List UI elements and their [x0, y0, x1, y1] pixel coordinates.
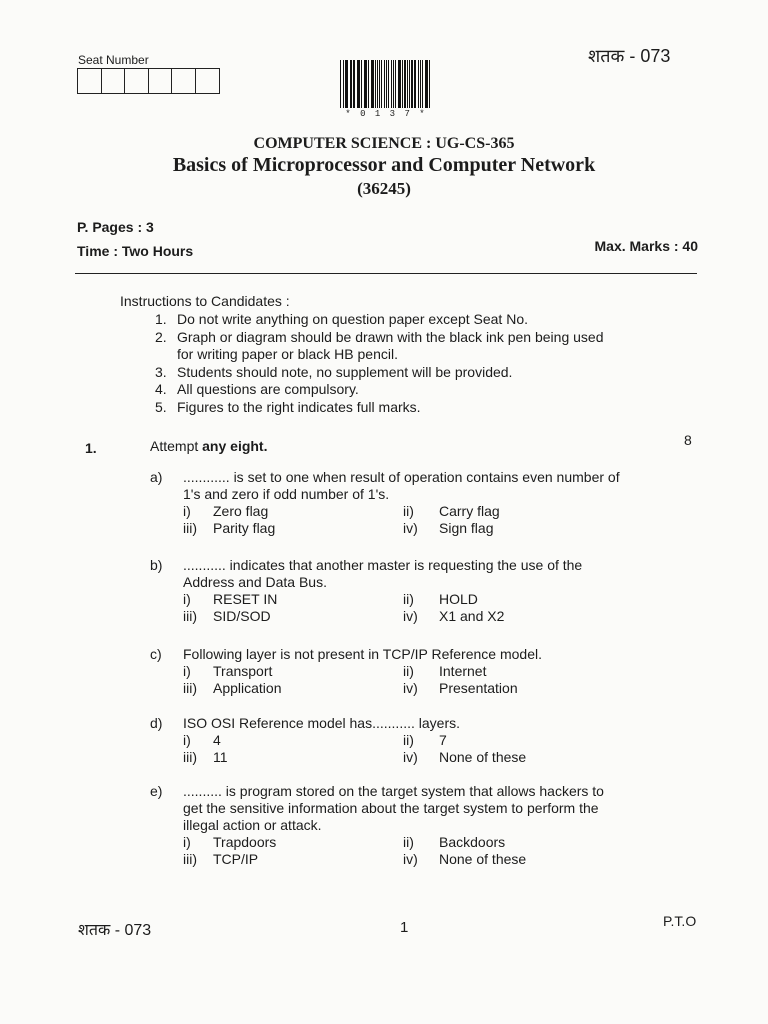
option-marker: iv): [403, 680, 418, 696]
instruction-text: for writing paper or black HB pencil.: [177, 346, 398, 362]
barcode-bar: [381, 60, 382, 108]
max-marks: Max. Marks : 40: [594, 238, 698, 254]
instruction-text: Graph or diagram should be drawn with the black ink pen being used: [177, 328, 604, 345]
instruction-text: Do not write anything on question paper except Seat No.: [177, 311, 528, 327]
barcode-bar: [399, 60, 400, 108]
barcode-bar: [379, 60, 380, 108]
seat-number-boxes: [77, 68, 220, 94]
instruction-item: [155, 311, 603, 329]
barcode-bar: [364, 60, 365, 108]
question-text-bold: any eight.: [202, 438, 268, 454]
option-text: Carry flag: [439, 503, 500, 519]
barcode-bar: [426, 60, 428, 108]
paper-title: Basics of Microprocessor and Computer Network: [172, 154, 596, 176]
barcode-bar: [377, 60, 378, 108]
option-text: Transport: [213, 663, 273, 679]
barcode-bar: [386, 60, 387, 108]
sub-question-label: a): [150, 469, 163, 485]
barcode-bar: [350, 60, 352, 108]
barcode-bar: [415, 60, 416, 108]
option-marker: ii): [403, 663, 414, 679]
option-marker: i): [183, 663, 191, 679]
options-grid: [183, 732, 670, 766]
instruction-item: [155, 364, 603, 382]
barcode-bar: [343, 60, 344, 108]
options-grid: [183, 834, 670, 868]
barcode-bar: [372, 60, 373, 108]
sub-question-stem: ............ is set to one when result of operation contains even number of: [183, 469, 620, 485]
option-marker: i): [183, 834, 191, 850]
instruction-item: [155, 399, 603, 417]
barcode-bar: [340, 60, 341, 108]
sub-question: [150, 557, 670, 625]
instruction-number: 5.: [155, 398, 167, 415]
barcode-bar: [384, 60, 385, 108]
option-text: TCP/IP: [213, 851, 259, 867]
option-marker: iii): [183, 680, 197, 696]
instruction-number: 2.: [155, 328, 167, 345]
option-marker: i): [183, 503, 191, 519]
divider: [75, 273, 697, 274]
option-marker: iii): [183, 749, 197, 765]
option-marker: ii): [403, 591, 414, 607]
barcode-bar: [395, 60, 396, 108]
question-marks: 8: [684, 432, 692, 448]
sub-question-stem: Address and Data Bus.: [183, 574, 327, 590]
sub-question-label: b): [150, 557, 163, 573]
barcode-bars: [340, 60, 432, 108]
sub-question-stem: get the sensitive information about the target system to perform the: [183, 800, 599, 816]
sub-question-stem: illegal action or attack.: [183, 817, 322, 833]
option-marker: ii): [403, 732, 414, 748]
option-text: Backdoors: [439, 834, 506, 850]
option-text: X1 and X2: [439, 608, 505, 624]
option-text: None of these: [439, 851, 527, 867]
option-text: HOLD: [439, 591, 478, 607]
sub-question-stem: 1's and zero if odd number of 1's.: [183, 486, 390, 502]
instruction-text: Figures to the right indicates full marks.: [177, 398, 421, 415]
seat-box: [149, 69, 173, 93]
option-marker: iv): [403, 851, 418, 867]
barcode-bar: [357, 60, 358, 108]
option-text: RESET IN: [213, 591, 278, 607]
sub-question-stem: ISO OSI Reference model has........... layers.: [183, 715, 460, 731]
option-marker: iii): [183, 851, 197, 867]
footer-page-code: शतक - 073: [78, 922, 152, 939]
question-text: [150, 438, 268, 454]
barcode-bar: [391, 60, 392, 108]
option-marker: iv): [403, 520, 418, 536]
option-marker: iv): [403, 608, 418, 624]
option-marker: iii): [183, 520, 197, 536]
barcode: [340, 60, 432, 120]
barcode-bar: [425, 60, 426, 108]
seat-box: [125, 69, 149, 93]
option-text: 11: [213, 749, 228, 765]
instruction-number: 4.: [155, 381, 167, 397]
option-text: 7: [439, 732, 447, 748]
barcode-bar: [388, 60, 390, 108]
option-text: Sign flag: [439, 520, 494, 536]
barcode-bar: [361, 60, 362, 108]
sub-question: [150, 469, 670, 537]
sub-question: [150, 715, 670, 766]
barcode-bar: [353, 60, 354, 108]
seat-box: [78, 69, 102, 93]
sub-question-stem: Following layer is not present in TCP/IP Reference model.: [183, 646, 542, 662]
footer-pto: P.T.O: [663, 913, 697, 929]
barcode-bar: [371, 60, 372, 108]
instruction-number: 3.: [155, 363, 167, 380]
exam-time: Time : Two Hours: [77, 243, 194, 259]
sub-question-label: d): [150, 715, 163, 731]
instruction-number: 1.: [155, 311, 167, 327]
paper-code: (36245): [357, 179, 411, 198]
option-text: 4: [213, 732, 221, 748]
instruction-item: [155, 381, 603, 399]
barcode-bar: [345, 60, 346, 108]
subject-line: COMPUTER SCIENCE : UG-CS-365: [253, 135, 515, 152]
page-count: P. Pages : 3: [77, 219, 154, 235]
footer-page-number: 1: [400, 919, 409, 936]
instruction-text: Students should note, no supplement will be provided.: [177, 363, 513, 380]
barcode-bar: [409, 60, 410, 108]
option-text: Trapdoors: [213, 834, 277, 850]
options-grid: [183, 503, 670, 537]
sub-question-stem: ........... indicates that another master is requesting the use of the: [183, 557, 583, 573]
barcode-bar: [398, 60, 399, 108]
seat-number-label: Seat Number: [78, 53, 149, 67]
option-text: Internet: [439, 663, 487, 679]
seat-box: [102, 69, 126, 93]
barcode-bar: [402, 60, 403, 108]
barcode-bar: [368, 60, 369, 108]
barcode-bar: [358, 60, 359, 108]
option-marker: i): [183, 591, 191, 607]
barcode-bar: [346, 60, 347, 108]
sub-question: [150, 783, 670, 868]
barcode-bar: [420, 60, 421, 108]
option-text: Presentation: [439, 680, 518, 696]
barcode-bar: [429, 60, 430, 108]
option-marker: ii): [403, 503, 414, 519]
option-text: Application: [213, 680, 282, 696]
option-text: Zero flag: [213, 503, 269, 519]
option-marker: iv): [403, 749, 418, 765]
option-text: SID/SOD: [213, 608, 271, 624]
instructions-heading: Instructions to Candidates :: [120, 293, 290, 309]
options-grid: [183, 591, 670, 625]
sub-question-label: c): [150, 646, 162, 662]
barcode-bar: [354, 60, 355, 108]
option-text: None of these: [439, 749, 527, 765]
barcode-number: * 0 1 3 7 *: [345, 109, 427, 119]
option-text: Parity flag: [213, 520, 276, 536]
barcode-bar: [414, 60, 415, 108]
barcode-bar: [365, 60, 367, 108]
question-number: 1.: [85, 440, 97, 456]
seat-box: [172, 69, 196, 93]
sub-question-stem: .......... is program stored on the target system that allows hackers to: [183, 783, 604, 799]
sub-question: [150, 646, 670, 697]
option-marker: ii): [403, 834, 414, 850]
instructions-list: [155, 311, 603, 416]
barcode-bar: [407, 60, 408, 108]
barcode-bar: [422, 60, 423, 108]
sub-question-label: e): [150, 783, 163, 799]
question-text-prefix: Attempt: [150, 438, 203, 454]
barcode-bar: [418, 60, 419, 108]
instruction-item: [155, 346, 603, 364]
instruction-text: All questions are compulsory.: [177, 381, 359, 397]
barcode-bar: [404, 60, 406, 108]
instruction-item: [155, 329, 603, 347]
seat-box: [196, 69, 220, 93]
options-grid: [183, 663, 670, 697]
barcode-bar: [375, 60, 376, 108]
barcode-bar: [393, 60, 394, 108]
barcode-bar: [411, 60, 412, 108]
page-code-top: शतक - 073: [588, 46, 671, 66]
option-marker: iii): [183, 608, 197, 624]
option-marker: i): [183, 732, 191, 748]
